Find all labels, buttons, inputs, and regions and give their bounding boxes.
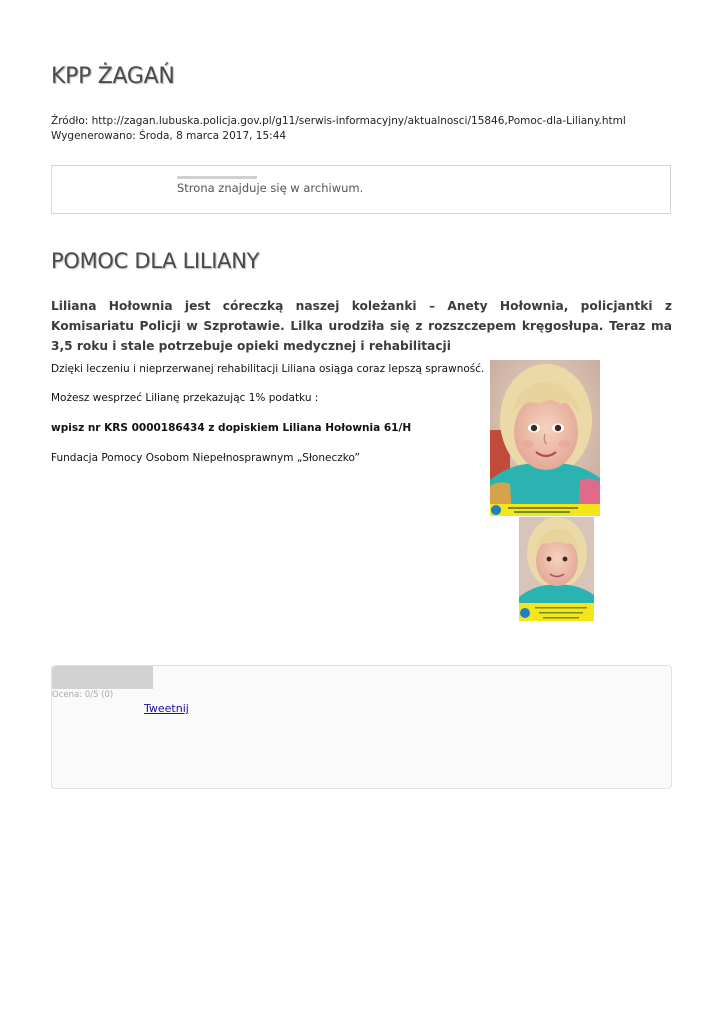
paragraph-foundation: Fundacja Pomocy Osobom Niepełnosprawnym „Słoneczko” (51, 452, 360, 464)
rating-panel (51, 665, 672, 789)
article-title: POMOC DLA LILIANY (51, 249, 260, 273)
paragraph-krs: wpisz nr KRS 0000186434 z dopiskiem Liliana Hołownia 61/H (51, 422, 412, 434)
girl-photo-small[interactable] (494, 517, 623, 621)
paragraph-support: Możesz wesprzeć Lilianę przekazując 1% podatku : (51, 392, 319, 404)
archive-notice: Strona znajduje się w archiwum. (177, 181, 364, 195)
source-url: http://zagan.lubuska.policja.gov.pl/g11/serwis-informacyjny/aktualnosci/15846,Pomoc-dla-Liliany.html (91, 115, 626, 127)
document-meta (51, 114, 626, 144)
source-label: Źródło: (51, 115, 92, 127)
article-lead: Liliana Hołownia jest córeczką naszej koleżanki – Anety Hołownia, policjantki z Komisariatu Policji w Szprotawie. Lilka urodziła się z rozszczepem kręgosłupa. Teraz ma 3,5 roku i stale potrzebuje opieki medycznej i rehabilitacji (51, 299, 672, 353)
generated-label: Wygenerowano: (51, 130, 140, 142)
rating-text: Ocena: 0/5 (0) (52, 690, 114, 700)
archive-notice-box (51, 165, 671, 214)
archive-divider (177, 176, 257, 179)
generated-date: Środa, 8 marca 2017, 15:44 (139, 130, 287, 142)
site-title: KPP ŻAGAŃ (51, 64, 175, 89)
generated-row (51, 129, 626, 144)
tweet-link[interactable]: Tweetnij (144, 702, 189, 715)
rating-stars-bar[interactable] (52, 666, 153, 689)
girl-photo-large[interactable] (490, 360, 600, 516)
source-row (51, 114, 626, 129)
paragraph-rehabilitation: Dzięki leczeniu i nieprzerwanej rehabilitacji Liliana osiąga coraz lepszą sprawność. (51, 363, 485, 375)
